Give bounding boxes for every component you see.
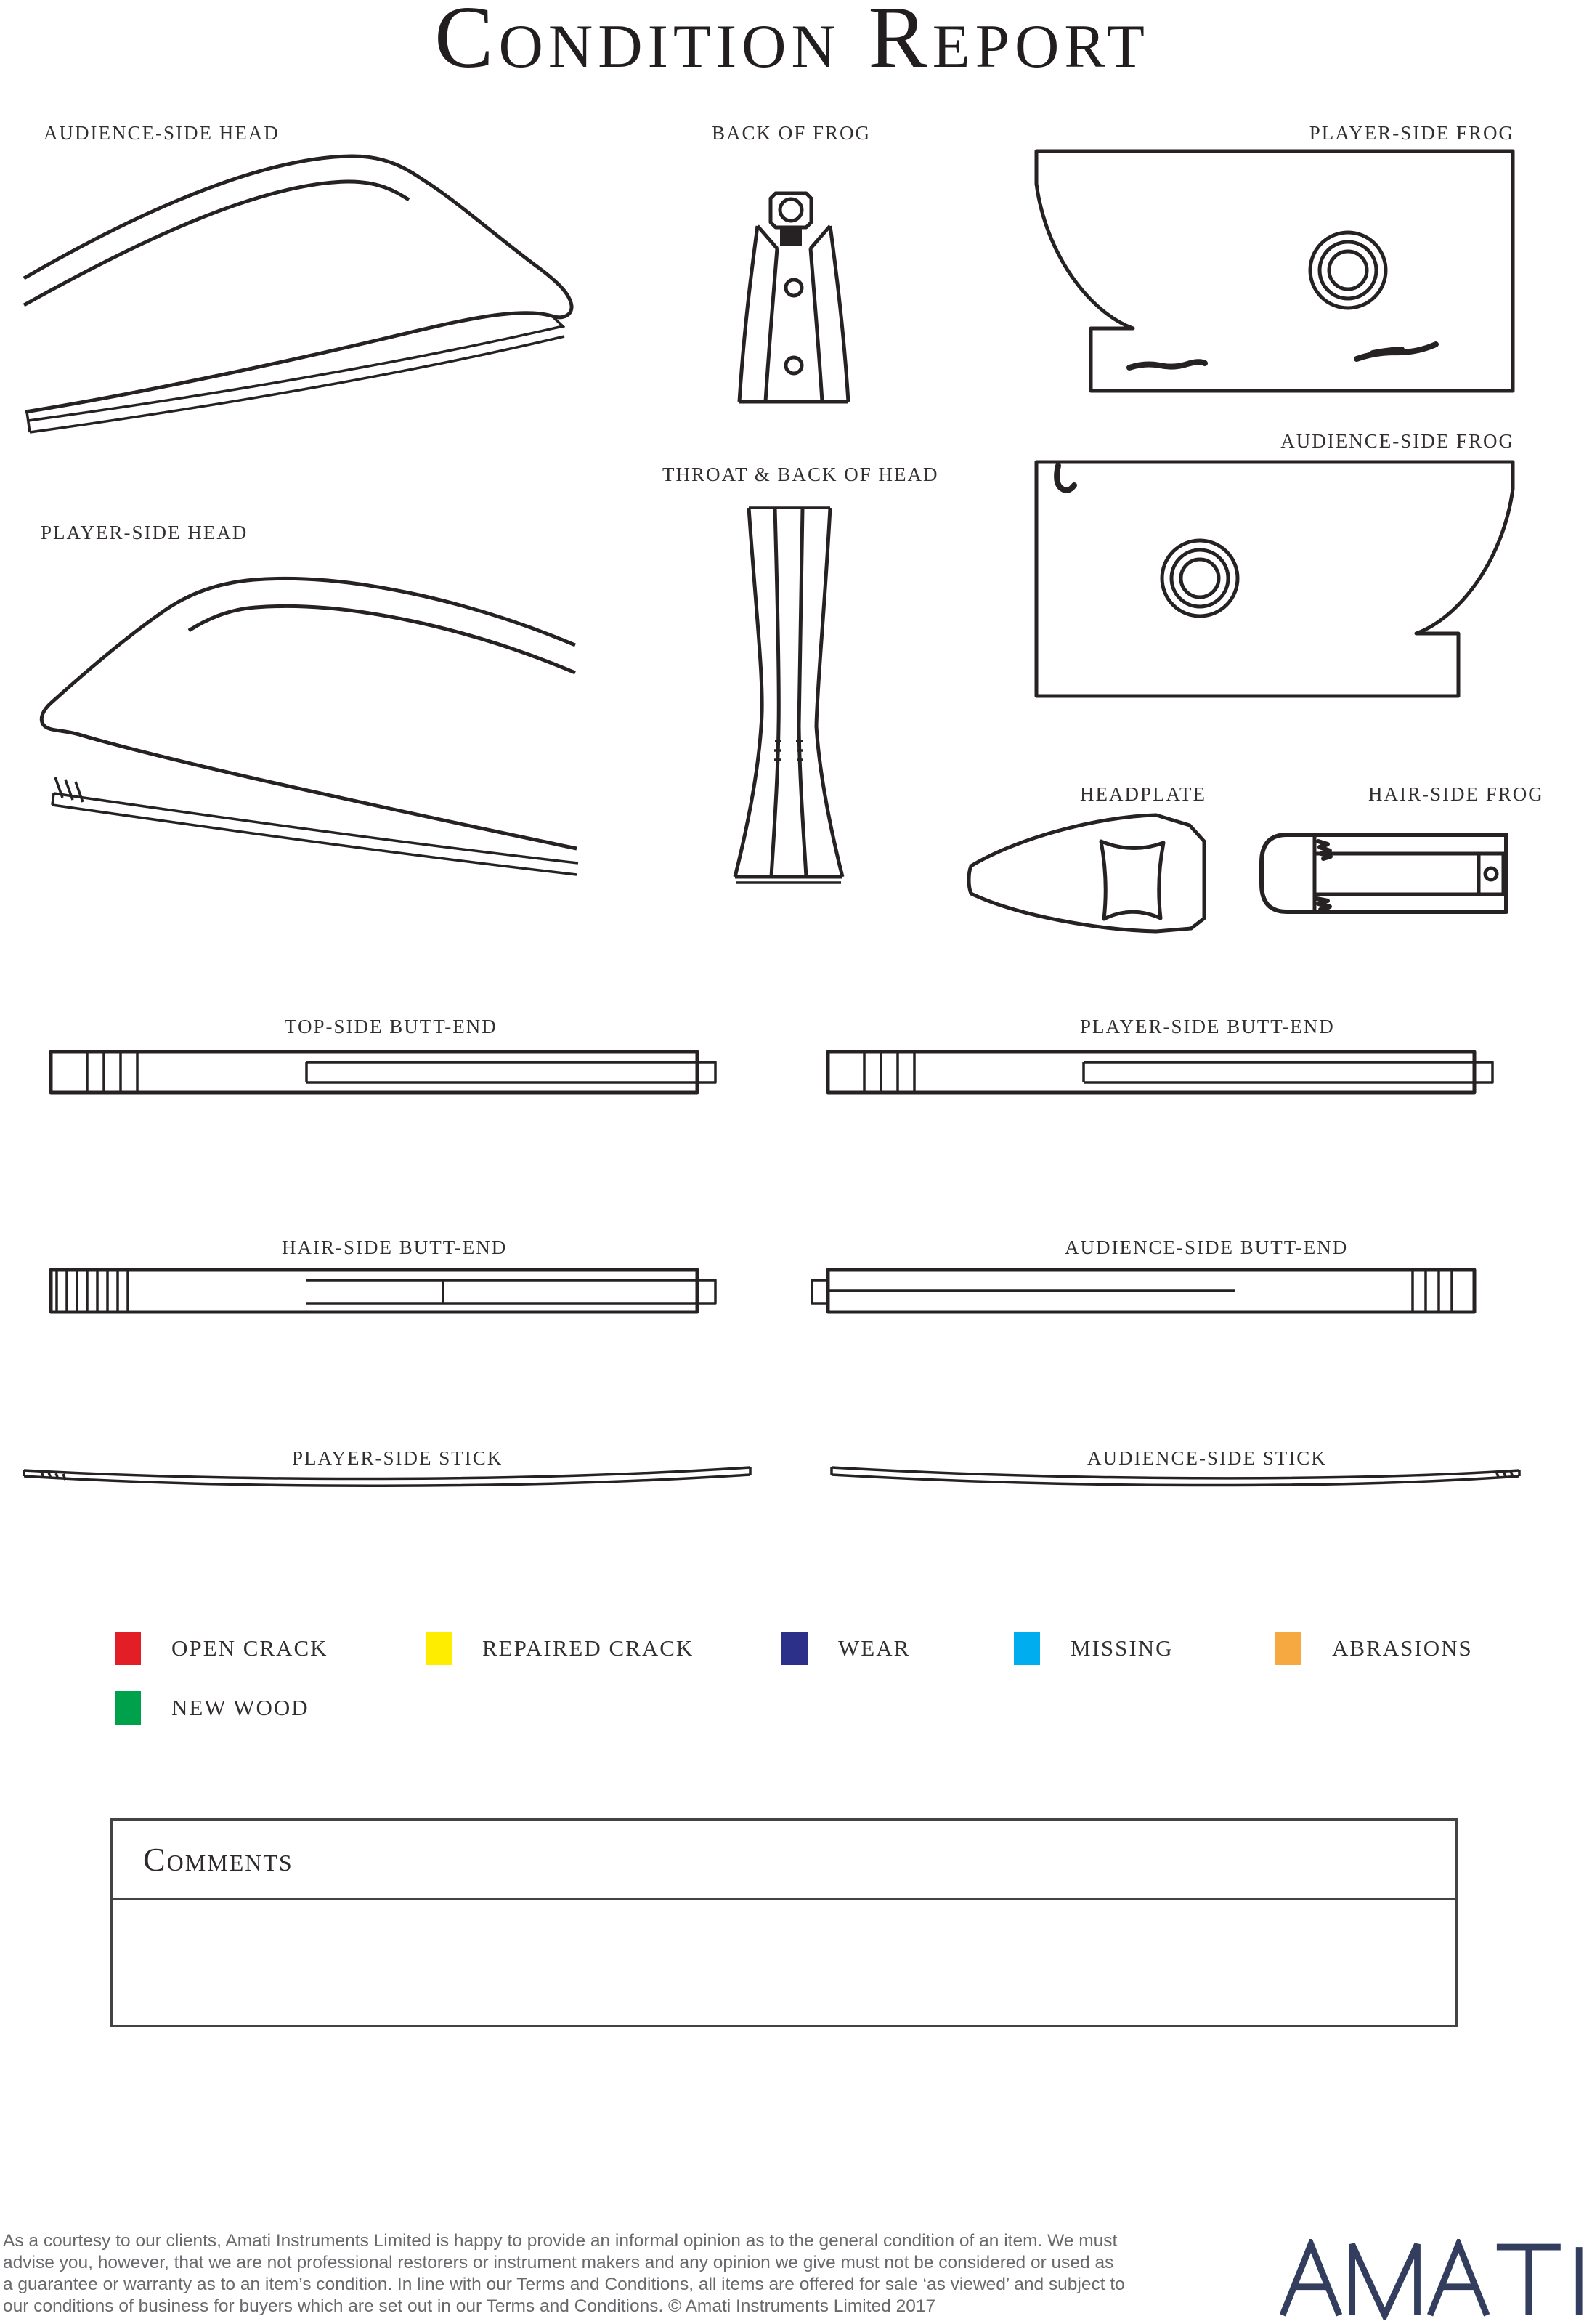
label-hair-side-frog: HAIR-SIDE FROG (1368, 783, 1544, 805)
page-title: Condition Report (434, 0, 1150, 86)
audience-side-head-diagram (18, 142, 577, 450)
label-player-side-head: PLAYER-SIDE HEAD (41, 522, 248, 543)
headplate-diagram (966, 808, 1213, 939)
audience-side-stick-diagram (828, 1460, 1525, 1493)
wear-mark (1318, 841, 1331, 859)
back-of-frog-diagram (732, 187, 856, 409)
abrasions-swatch (1275, 1632, 1301, 1665)
comments-header (113, 1821, 1455, 1900)
legend-label: MISSING (1071, 1635, 1174, 1661)
label-headplate: HEADPLATE (1080, 783, 1206, 805)
comments-input[interactable] (113, 1900, 1455, 2025)
audience-side-frog-diagram (1031, 456, 1518, 700)
legend-item-repaired-crack (426, 1632, 694, 1665)
legend-item-abrasions (1275, 1632, 1473, 1665)
label-audience-side-frog: AUDIENCE-SIDE FROG (1280, 430, 1514, 452)
hair-side-butt-end-diagram (47, 1266, 723, 1345)
legend-item-open-crack (115, 1632, 328, 1665)
top-side-butt-end-diagram (47, 1046, 723, 1098)
missing-mark (606, 1300, 641, 1340)
wear-mark (1317, 899, 1331, 912)
legend-label: REPAIRED CRACK (482, 1635, 694, 1661)
legend-label: ABRASIONS (1332, 1635, 1473, 1661)
label-audience-side-head: AUDIENCE-SIDE HEAD (44, 122, 280, 144)
footer-disclaimer (3, 2230, 1165, 2317)
player-side-stick-diagram (18, 1460, 755, 1493)
legend-item-new-wood (115, 1691, 309, 1725)
repaired-crack-swatch (426, 1632, 452, 1665)
hair-side-frog-diagram (1256, 832, 1512, 915)
repaired-crack-mark (1057, 466, 1074, 490)
disclaimer-line: a guarantee or warranty as to an item’s condition. In line with our Terms and Conditions, all items are offered for sale ‘as viewed’ and subject to (3, 2275, 1125, 2294)
comments-box (110, 1818, 1458, 2027)
wear-swatch (781, 1632, 808, 1665)
missing-swatch (1014, 1632, 1040, 1665)
label-top-side-butt-end: TOP-SIDE BUTT-END (285, 1016, 497, 1037)
legend-item-missing (1014, 1632, 1173, 1665)
new-wood-swatch (115, 1691, 141, 1725)
legend-label: NEW WOOD (171, 1695, 309, 1720)
label-throat-back-of-head: THROAT & BACK OF HEAD (662, 463, 939, 485)
repaired-crack-mark (1357, 344, 1436, 359)
label-player-side-butt-end: PLAYER-SIDE BUTT-END (1080, 1016, 1335, 1037)
label-back-of-frog: BACK OF FROG (712, 122, 872, 144)
player-side-butt-end-diagram (824, 1046, 1500, 1098)
disclaimer-line: our conditions of business for buyers which are set out in our Terms and Conditions. © Amati Instruments Limited 2017 (3, 2296, 936, 2316)
repaired-crack-mark (1129, 362, 1205, 368)
throat-back-of-head-diagram (730, 505, 846, 886)
label-player-side-stick: PLAYER-SIDE STICK (292, 1447, 503, 1469)
legend-label: OPEN CRACK (171, 1635, 328, 1661)
label-audience-side-stick: AUDIENCE-SIDE STICK (1087, 1447, 1327, 1469)
player-side-head-diagram (36, 559, 581, 886)
disclaimer-line: As a courtesy to our clients, Amati Instruments Limited is happy to provide an informal opinion as to the general condition of an item. We must (3, 2231, 1118, 2251)
player-side-frog-diagram (1031, 145, 1518, 400)
comments-title: Comments (143, 1840, 293, 1878)
label-hair-side-butt-end: HAIR-SIDE BUTT-END (282, 1236, 508, 1258)
legend-label: WEAR (838, 1635, 911, 1661)
label-audience-side-butt-end: AUDIENCE-SIDE BUTT-END (1065, 1236, 1349, 1258)
open-crack-swatch (115, 1632, 141, 1665)
amati-logo (1280, 2239, 1584, 2320)
disclaimer-line: advise you, however, that we are not professional restorers or instrument makers and any opinion we give must not be considered or used as (3, 2253, 1114, 2272)
legend-item-wear (781, 1632, 910, 1665)
audience-side-butt-end-diagram (806, 1266, 1496, 1318)
label-player-side-frog: PLAYER-SIDE FROG (1309, 122, 1514, 144)
